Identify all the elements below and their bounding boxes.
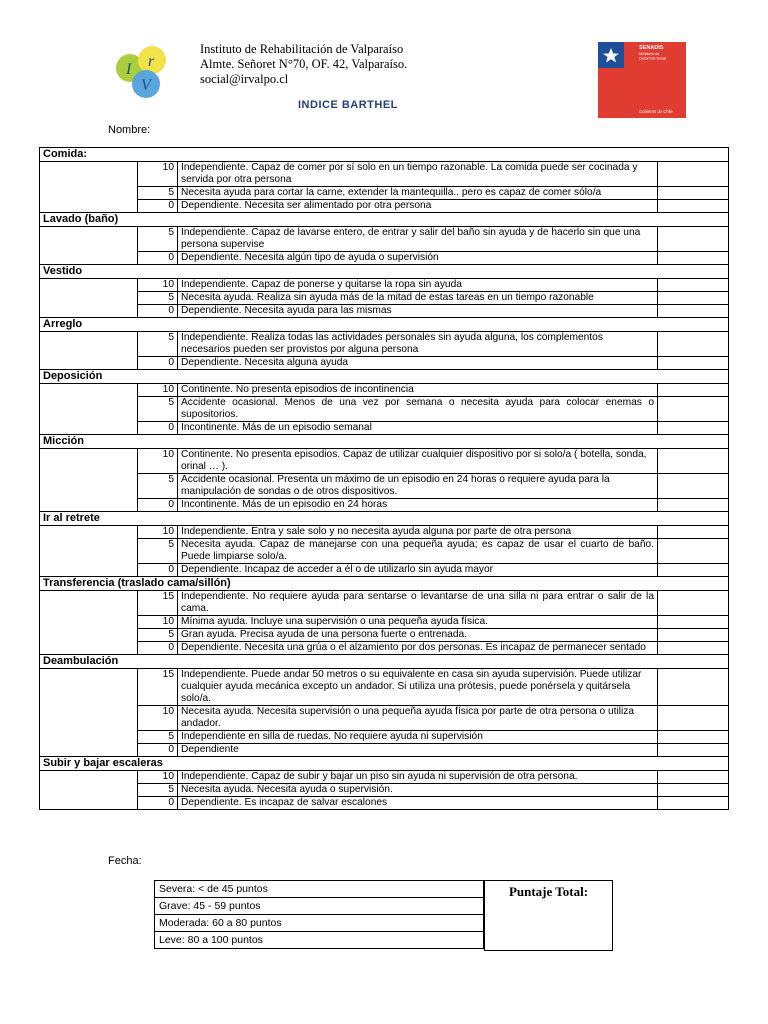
item-row bbox=[40, 422, 729, 435]
item-description: Necesita ayuda. Capaz de manejarse con una pequeña ayuda; es capaz de usar el cuarto de baño. Puede limpiarse solo/a. bbox=[178, 539, 658, 564]
points-cell[interactable] bbox=[658, 449, 729, 474]
item-description: Independiente en silla de ruedas. No requiere ayuda ni supervisión bbox=[178, 731, 658, 744]
item-description: Dependiente. Es incapaz de salvar escalones bbox=[178, 797, 658, 810]
category-name: Deposición bbox=[40, 370, 729, 384]
item-row bbox=[40, 616, 729, 629]
severity-leve: Leve: 80 a 100 puntos bbox=[155, 932, 484, 949]
blank-cell bbox=[40, 797, 138, 810]
category-row bbox=[40, 577, 729, 591]
blank-cell bbox=[40, 539, 138, 564]
category-row bbox=[40, 435, 729, 449]
item-score: 0 bbox=[138, 499, 178, 512]
category-row bbox=[40, 213, 729, 227]
category-row bbox=[40, 318, 729, 332]
blank-cell bbox=[40, 384, 138, 397]
item-score: 0 bbox=[138, 357, 178, 370]
item-row bbox=[40, 252, 729, 265]
svg-text:SENADIS: SENADIS bbox=[639, 45, 664, 51]
blank-cell bbox=[40, 162, 138, 187]
blank-cell bbox=[40, 499, 138, 512]
item-score: 5 bbox=[138, 397, 178, 422]
item-row bbox=[40, 279, 729, 292]
blank-cell bbox=[40, 397, 138, 422]
svg-text:Desarrollo Social: Desarrollo Social bbox=[639, 56, 667, 61]
item-row bbox=[40, 629, 729, 642]
item-score: 5 bbox=[138, 187, 178, 200]
points-cell[interactable] bbox=[658, 797, 729, 810]
item-score: 0 bbox=[138, 642, 178, 655]
item-row bbox=[40, 744, 729, 757]
item-description: Dependiente. Necesita una grúa o el alzamiento por dos personas. Es incapaz de permanecer sentado bbox=[178, 642, 658, 655]
item-row bbox=[40, 200, 729, 213]
blank-cell bbox=[40, 564, 138, 577]
category-row bbox=[40, 512, 729, 526]
item-description: Dependiente. Necesita ser alimentado por otra persona bbox=[178, 200, 658, 213]
category-name: Micción bbox=[40, 435, 729, 449]
category-row bbox=[40, 757, 729, 771]
item-description: Independiente. Capaz de subir y bajar un piso sin ayuda ni supervisión de otra persona. bbox=[178, 771, 658, 784]
points-cell[interactable] bbox=[658, 252, 729, 265]
item-description: Dependiente. Necesita ayuda para las mismas bbox=[178, 305, 658, 318]
item-row bbox=[40, 384, 729, 397]
blank-cell bbox=[40, 422, 138, 435]
category-name: Arreglo bbox=[40, 318, 729, 332]
item-description: Independiente. Capaz de lavarse entero, de entrar y salir del baño sin ayuda y de hacerlo sin que una persona supervise bbox=[178, 227, 658, 252]
svg-text:Gobierno de Chile: Gobierno de Chile bbox=[639, 109, 673, 114]
blank-cell bbox=[40, 474, 138, 499]
blank-cell bbox=[40, 227, 138, 252]
points-cell[interactable] bbox=[658, 499, 729, 512]
puntaje-total-label: Puntaje Total: bbox=[508, 884, 589, 899]
item-description: Independiente. Capaz de comer por sí solo en un tiempo razonable. La comida puede ser cocinada y servida por otra persona bbox=[178, 162, 658, 187]
blank-cell bbox=[40, 744, 138, 757]
points-cell[interactable] bbox=[658, 731, 729, 744]
item-description: Dependiente. Incapaz de acceder a él o de utilizarlo sin ayuda mayor bbox=[178, 564, 658, 577]
puntaje-total-box[interactable] bbox=[484, 880, 613, 951]
category-row bbox=[40, 148, 729, 162]
points-cell[interactable] bbox=[658, 162, 729, 187]
blank-cell bbox=[40, 305, 138, 318]
blank-cell bbox=[40, 292, 138, 305]
item-description: Dependiente. Necesita alguna ayuda bbox=[178, 357, 658, 370]
item-description: Necesita ayuda para cortar la carne, extender la mantequilla.. pero es capaz de comer sólo/a bbox=[178, 187, 658, 200]
item-description: Continente. No presenta episodios. Capaz de utilizar cualquier dispositivo por si solo/a ( botella, sonda, orinal … ). bbox=[178, 449, 658, 474]
item-row bbox=[40, 526, 729, 539]
item-description: Gran ayuda. Precisa ayuda de una persona fuerte o entrenada. bbox=[178, 629, 658, 642]
item-row bbox=[40, 771, 729, 784]
category-name: Subir y bajar escaleras bbox=[40, 757, 729, 771]
points-cell[interactable] bbox=[658, 384, 729, 397]
blank-cell bbox=[40, 706, 138, 731]
institute-email: social@irvalpo.cl bbox=[200, 72, 289, 86]
points-cell[interactable] bbox=[658, 357, 729, 370]
severity-scale-table bbox=[154, 880, 484, 949]
severity-grave: Grave: 45 - 59 puntos bbox=[155, 898, 484, 915]
points-cell[interactable] bbox=[658, 629, 729, 642]
points-cell[interactable] bbox=[658, 279, 729, 292]
item-score: 15 bbox=[138, 591, 178, 616]
points-cell[interactable] bbox=[658, 539, 729, 564]
item-row bbox=[40, 731, 729, 744]
blank-cell bbox=[40, 357, 138, 370]
points-cell[interactable] bbox=[658, 227, 729, 252]
category-name: Comida: bbox=[40, 148, 729, 162]
item-description: Independiente. Puede andar 50 metros o su equivalente en casa sin ayuda supervisión. Puede utilizar cualquier ayuda mecánica excepto un andador. Si utiliza una prótesis, puede ponérsela y quitársela solo/a. bbox=[178, 669, 658, 706]
category-name: Lavado (baño) bbox=[40, 213, 729, 227]
item-row bbox=[40, 591, 729, 616]
blank-cell bbox=[40, 616, 138, 629]
item-row bbox=[40, 162, 729, 187]
points-cell[interactable] bbox=[658, 332, 729, 357]
item-description: Independiente. Entra y sale solo y no necesita ayuda alguna por parte de otra persona bbox=[178, 526, 658, 539]
item-score: 5 bbox=[138, 292, 178, 305]
item-score: 10 bbox=[138, 526, 178, 539]
severity-moderada: Moderada: 60 a 80 puntos bbox=[155, 915, 484, 932]
item-description: Dependiente. Necesita algún tipo de ayuda o supervisión bbox=[178, 252, 658, 265]
nombre-label: Nombre: bbox=[108, 124, 151, 136]
blank-cell bbox=[40, 332, 138, 357]
blank-cell bbox=[40, 629, 138, 642]
item-description: Independiente. Realiza todas las actividades personales sin ayuda alguna, los complementos necesarios pueden ser provistos por alguna persona bbox=[178, 332, 658, 357]
item-row bbox=[40, 474, 729, 499]
item-description: Dependiente bbox=[178, 744, 658, 757]
gobierno-chile-logo bbox=[598, 42, 686, 118]
item-description: Independiente. No requiere ayuda para sentarse o levantarse de una silla ni para entrar o salir de la cama. bbox=[178, 591, 658, 616]
blank-cell bbox=[40, 669, 138, 706]
item-description: Accidente ocasional. Menos de una vez por semana o necesita ayuda para colocar enemas o supositorios. bbox=[178, 397, 658, 422]
category-name: Ir al retrete bbox=[40, 512, 729, 526]
severity-severa: Severa: < de 45 puntos bbox=[155, 881, 484, 898]
item-row bbox=[40, 797, 729, 810]
category-name: Transferencia (traslado cama/sillón) bbox=[40, 577, 729, 591]
item-score: 10 bbox=[138, 449, 178, 474]
blank-cell bbox=[40, 279, 138, 292]
item-description: Independiente. Capaz de ponerse y quitarse la ropa sin ayuda bbox=[178, 279, 658, 292]
item-description: Necesita ayuda. Necesita supervisión o una pequeña ayuda física por parte de otra persona o utiliza andador. bbox=[178, 706, 658, 731]
item-score: 5 bbox=[138, 332, 178, 357]
item-row bbox=[40, 499, 729, 512]
item-score: 0 bbox=[138, 797, 178, 810]
item-score: 10 bbox=[138, 706, 178, 731]
item-description: Mínima ayuda. Incluye una supervisión o una pequeña ayuda física. bbox=[178, 616, 658, 629]
item-score: 5 bbox=[138, 731, 178, 744]
item-score: 5 bbox=[138, 474, 178, 499]
item-score: 10 bbox=[138, 162, 178, 187]
points-cell[interactable] bbox=[658, 397, 729, 422]
points-cell[interactable] bbox=[658, 616, 729, 629]
blank-cell bbox=[40, 784, 138, 797]
item-score: 5 bbox=[138, 629, 178, 642]
blank-cell bbox=[40, 200, 138, 213]
blank-cell bbox=[40, 591, 138, 616]
item-score: 5 bbox=[138, 539, 178, 564]
item-score: 10 bbox=[138, 279, 178, 292]
item-description: Necesita ayuda. Realiza sin ayuda más de la mitad de estas tareas en un tiempo razonable bbox=[178, 292, 658, 305]
item-score: 10 bbox=[138, 771, 178, 784]
points-cell[interactable] bbox=[658, 744, 729, 757]
item-score: 0 bbox=[138, 305, 178, 318]
institute-name: Instituto de Rehabilitación de Valparaíso bbox=[200, 42, 404, 56]
blank-cell bbox=[40, 642, 138, 655]
item-row bbox=[40, 305, 729, 318]
item-description: Incontinente. Más de un episodio en 24 horas bbox=[178, 499, 658, 512]
institute-address: Almte. Señoret N°70, OF. 42, Valparaíso. bbox=[200, 57, 408, 71]
category-name: Deambulación bbox=[40, 655, 729, 669]
points-cell[interactable] bbox=[658, 706, 729, 731]
item-row bbox=[40, 397, 729, 422]
points-cell[interactable] bbox=[658, 526, 729, 539]
blank-cell bbox=[40, 187, 138, 200]
category-row bbox=[40, 370, 729, 384]
item-score: 0 bbox=[138, 422, 178, 435]
points-cell[interactable] bbox=[658, 591, 729, 616]
svg-text:V: V bbox=[141, 77, 151, 94]
svg-text:I: I bbox=[126, 61, 132, 78]
points-cell[interactable] bbox=[658, 771, 729, 784]
points-cell[interactable] bbox=[658, 292, 729, 305]
item-description: Accidente ocasional. Presenta un máximo de un episodio en 24 horas o requiere ayuda para la manipulación de sondas o de otros dispositivos. bbox=[178, 474, 658, 499]
points-cell[interactable] bbox=[658, 422, 729, 435]
points-cell[interactable] bbox=[658, 187, 729, 200]
item-row bbox=[40, 564, 729, 577]
item-score: 0 bbox=[138, 564, 178, 577]
points-cell[interactable] bbox=[658, 564, 729, 577]
category-row bbox=[40, 265, 729, 279]
points-cell[interactable] bbox=[658, 669, 729, 706]
blank-cell bbox=[40, 771, 138, 784]
category-row bbox=[40, 655, 729, 669]
blank-cell bbox=[40, 449, 138, 474]
item-row bbox=[40, 332, 729, 357]
item-row bbox=[40, 642, 729, 655]
item-score: 0 bbox=[138, 252, 178, 265]
barthel-table bbox=[39, 147, 729, 810]
item-row bbox=[40, 292, 729, 305]
item-score: 10 bbox=[138, 616, 178, 629]
document-title: INDICE BARTHEL bbox=[298, 99, 398, 111]
item-row bbox=[40, 357, 729, 370]
item-score: 0 bbox=[138, 200, 178, 213]
svg-text:Ministerio de: Ministerio de bbox=[639, 52, 660, 56]
item-description: Incontinente. Más de un episodio semanal bbox=[178, 422, 658, 435]
item-description: Continente. No presenta episodios de incontinencia bbox=[178, 384, 658, 397]
item-row bbox=[40, 449, 729, 474]
item-row bbox=[40, 539, 729, 564]
item-row bbox=[40, 669, 729, 706]
blank-cell bbox=[40, 731, 138, 744]
points-cell[interactable] bbox=[658, 474, 729, 499]
fecha-label: Fecha: bbox=[108, 855, 142, 867]
item-score: 0 bbox=[138, 744, 178, 757]
item-description: Necesita ayuda. Necesita ayuda o supervisión. bbox=[178, 784, 658, 797]
item-row bbox=[40, 784, 729, 797]
svg-text:r: r bbox=[148, 53, 155, 70]
points-cell[interactable] bbox=[658, 305, 729, 318]
item-score: 10 bbox=[138, 384, 178, 397]
category-name: Vestido bbox=[40, 265, 729, 279]
irv-logo bbox=[108, 42, 192, 104]
item-row bbox=[40, 706, 729, 731]
item-row bbox=[40, 187, 729, 200]
item-score: 15 bbox=[138, 669, 178, 706]
item-score: 5 bbox=[138, 784, 178, 797]
blank-cell bbox=[40, 526, 138, 539]
points-cell[interactable] bbox=[658, 642, 729, 655]
blank-cell bbox=[40, 252, 138, 265]
institute-info bbox=[200, 42, 407, 87]
points-cell[interactable] bbox=[658, 784, 729, 797]
points-cell[interactable] bbox=[658, 200, 729, 213]
item-score: 5 bbox=[138, 227, 178, 252]
item-row bbox=[40, 227, 729, 252]
